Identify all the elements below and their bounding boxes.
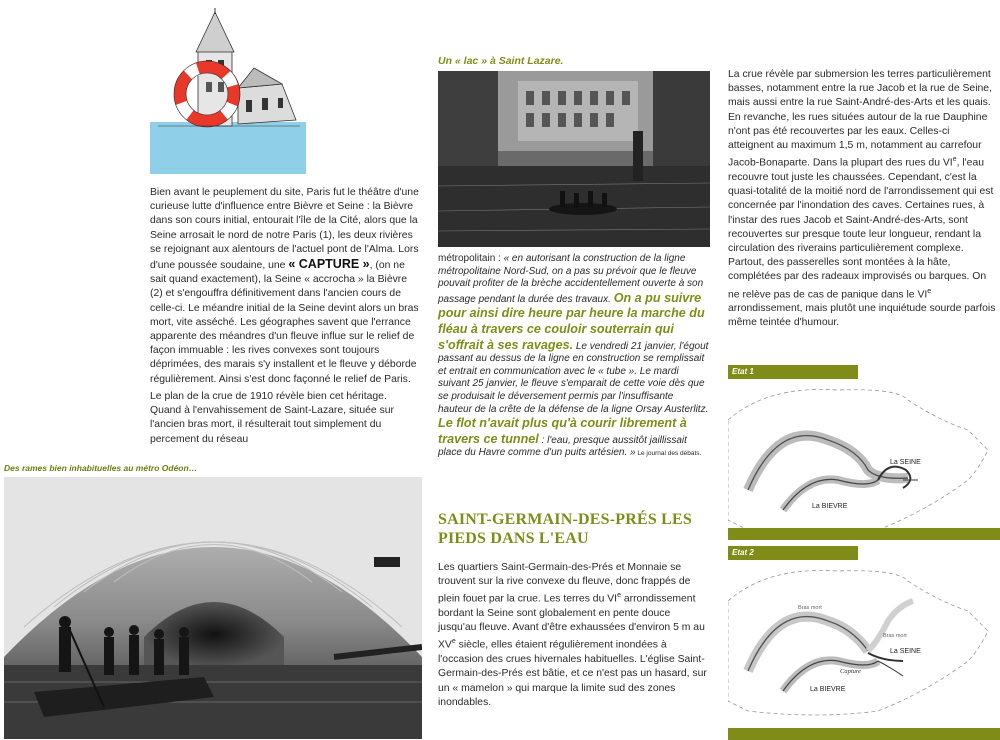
sg-sup-1: e <box>617 592 621 600</box>
flood-plan-paragraph: Le plan de la crue de 1910 révèle bien cet héritage. Quand à l'envahissement de Saint-Lazare, située sur l'ancien bras mort, il résulterait tout simplement du percement du réseau <box>150 391 394 445</box>
church-lifebuoy-illustration <box>150 8 306 174</box>
etat2-bievre-label: La BIEVRE <box>810 686 846 693</box>
flooded-metro-odeon-photo <box>4 477 422 739</box>
metro-photo-caption: Des rames bien inhabituelles au métro Odéon… <box>4 463 198 473</box>
etat1-label: Etat 1 <box>728 365 858 379</box>
flood-effects-paragraph <box>728 68 996 331</box>
lazare-photo-caption: Un « lac » à Saint Lazare. <box>438 55 564 67</box>
intro-paragraph <box>150 186 420 387</box>
section-heading <box>438 510 718 548</box>
capture-keyword: « CAPTURE » <box>288 257 370 272</box>
saint-germain-paragraph <box>438 561 710 710</box>
etat1-seine-label: La SEINE <box>890 459 921 466</box>
quote-part-3: : l'eau, presque aussitôt jaillissait place du Havre comme d'un puits artésien. » <box>438 434 687 459</box>
etat2-bras-mort-1: Bras mort <box>798 605 822 611</box>
quote-source: Le journal des débats. <box>635 450 702 458</box>
etat2-label: Etat 2 <box>728 546 858 560</box>
intro-text-b: , (on ne sait quand exactement), la Seine « accrocha » la Bièvre (2) et s'engouffra définitivement dans l'ancien cours de celle-ci. Le méandre initial de la Seine devint alors un bras mort, vite asséché. Les géographes savent que l'errance apparente des méandres d'un fleuve influe sur le relief de façon immuable : les rives convexes sont toujours déprimées, des marais s'y installent et le fleuve y déborde régulièrement. Ainsi s'est donc façonné le relief de Paris. <box>150 260 419 385</box>
quote-part-1: « en autorisant la construction de la ligne métropolitaine Nord-Sud, on a pas su prévoir que le fleuve pouvait profiter de la brèche accidentellement ouverte à son passage pendant la durée des travaux. <box>438 253 704 305</box>
etat2-seine-label: La SEINE <box>890 648 921 655</box>
flood-text-a: La crue révèle par submersion les terres particulièrement basses, notamment entre la rue Jacob et la rue de Seine, mais aussi entre la rue Saint-André-des-Arts et les quais. En revanche, les rues situées autour de la rue Dauphine n'ont pas été recouvertes par les eaux. Celles-ci atteignent au maximum 1,5 m, notamment au carrefour Jacob-Bonaparte. Dans la plupart des rues du VI <box>728 69 992 169</box>
etat1-map <box>728 380 1000 540</box>
sg-sup-2: e <box>451 638 456 646</box>
etat2-capture-label: Capture <box>840 668 862 675</box>
flood-text-b: , l'eau recouvre tout juste les chaussées. Cependant, c'est la quasi-totalité de la moitié nord de l'arrondissement qui est concernée par l'inondation des caves. Certaines rues, à l'instar des rues Jacob et Saint-André-des-Arts, sont recouvertes sur presque toute leur longueur, rendant la circulation des riverains particulièrement complexe. Partout, des passerelles sont montées à la hâte, complétées par des radeaux improvisés ou barques. On ne relève pas de cas de panique dans le VI <box>728 157 994 300</box>
etat1-bievre-label: La BIEVRE <box>812 503 848 510</box>
intro-text-a: Bien avant le peuplement du site, Paris fut le théâtre d'une curieuse lutte d'influence entre Bièvre et Seine : la Bièvre dans son cours initial, entourait l'île de la Cité, alors que la Seine arrosait le nord de notre Paris (1), les deux rivières se rejoignant aux alentours de l'actuel pont de l'Alma. Lors d'une poussée soudaine, une <box>150 187 419 272</box>
etat2-map <box>728 561 1000 740</box>
flood-sup-2: e <box>927 287 932 295</box>
quote-intro: métropolitain : <box>438 253 504 264</box>
etat2-bras-mort-2: Bras mort <box>883 633 907 639</box>
sg-text-c: siècle, elles étaient régulièrement inondées à l'occasion des crues hivernales habituelles. L'église Saint-Germain-des-Prés est bâtie, et ce n'est pas un hasard, sur un « mamelon » qui marque la limite sud des zones inondables. <box>438 639 707 708</box>
heading-line-1: SAINT-GERMAIN-DES-PRÉS LES <box>438 511 692 528</box>
flood-sup-1: e <box>952 156 957 164</box>
heading-line-2: PIEDS DANS L'EAU <box>438 530 589 547</box>
quote-part-2: Le vendredi 21 janvier, l'égout passant au dessus de la ligne en construction se remplissait et entrait en communication avec le « tube ». Le mardi suivant 25 janvier, le fleuve s'emparait de cette voie dès que se produisait le déversement permis par l'insuffisante hauteur de la crête de la défense de la ligne Orsay Austerlitz. <box>438 340 709 415</box>
flood-text-c: arrondissement, mais plutôt une inquiétude sourde parfois même teintée d'humour. <box>728 303 996 329</box>
metro-quote <box>438 253 710 461</box>
quote-highlight-2: Le flot n'avait plus qu'à courir librement à travers ce tunnel <box>438 416 687 446</box>
sg-text-b: arrondissement bordant la Seine sont globalement en pente douce jusqu'au fleuve. Avant d'être exhaussées d'environ 5 m au XV <box>438 593 705 651</box>
quote-highlight-1: On a pu suivre pour ainsi dire heure par heure la marche du fléau à travers ce couloir souterrain qui s'offrait à ses ravages. <box>438 290 705 352</box>
flooded-saint-lazare-photo <box>438 71 710 247</box>
sg-text-a: Les quartiers Saint-Germain-des-Prés et Monnaie se trouvent sur la rive convexe du fleuve, donc frappés de plein fouet par la crue. Les terres du VI <box>438 562 691 605</box>
